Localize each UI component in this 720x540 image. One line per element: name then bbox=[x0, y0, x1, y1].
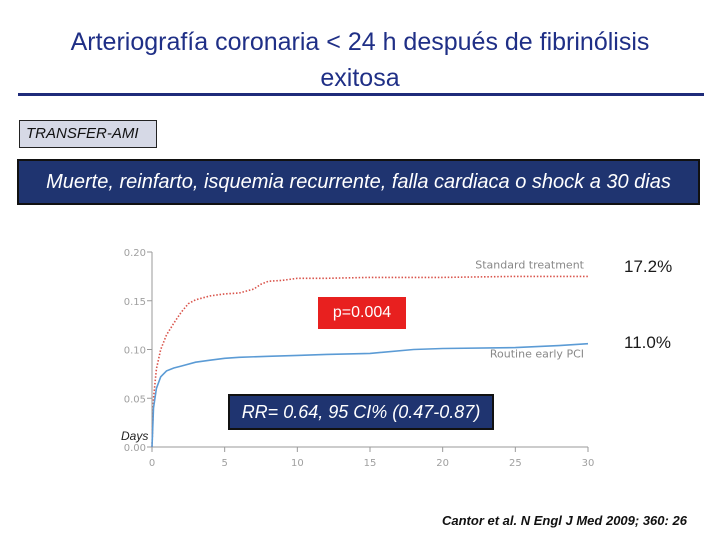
x-tick-label: 15 bbox=[363, 458, 377, 469]
x-tick-label: 5 bbox=[221, 458, 228, 469]
standard-percent: 17.2% bbox=[624, 257, 673, 276]
title-line-2: exitosa bbox=[320, 64, 400, 92]
x-axis-label: Days bbox=[121, 429, 149, 443]
series-label: Routine early PCI bbox=[489, 347, 584, 361]
y-tick-label: 0.15 bbox=[123, 296, 146, 308]
x-tick-label: 25 bbox=[508, 458, 522, 469]
x-tick-label: 20 bbox=[436, 458, 450, 469]
relative-risk-box: RR= 0.64, 95 CI% (0.47-0.87) bbox=[228, 394, 494, 430]
y-tick-label: 0.00 bbox=[123, 443, 146, 454]
endpoint-banner: Muerte, reinfarto, isquemia recurrente, falla cardiaca o shock a 30 dias bbox=[17, 159, 700, 205]
y-tick-label: 0.10 bbox=[123, 345, 146, 357]
y-tick-label: 0.05 bbox=[123, 394, 146, 406]
citation: Cantor et al. N Engl J Med 2009; 360: 26 bbox=[442, 513, 687, 528]
x-tick-label: 10 bbox=[290, 458, 304, 469]
title-line-1: Arteriografía coronaria < 24 h después de fibrinólisis bbox=[70, 28, 650, 56]
series-label: Standard treatment bbox=[475, 258, 584, 272]
p-value-badge: p=0.004 bbox=[318, 297, 406, 329]
y-tick-label: 0.20 bbox=[123, 248, 146, 259]
x-tick-label: 0 bbox=[148, 458, 156, 469]
early-pci-percent: 11.0% bbox=[624, 333, 671, 352]
x-tick-label: 30 bbox=[581, 458, 595, 469]
study-tag: TRANSFER-AMI bbox=[19, 120, 157, 148]
